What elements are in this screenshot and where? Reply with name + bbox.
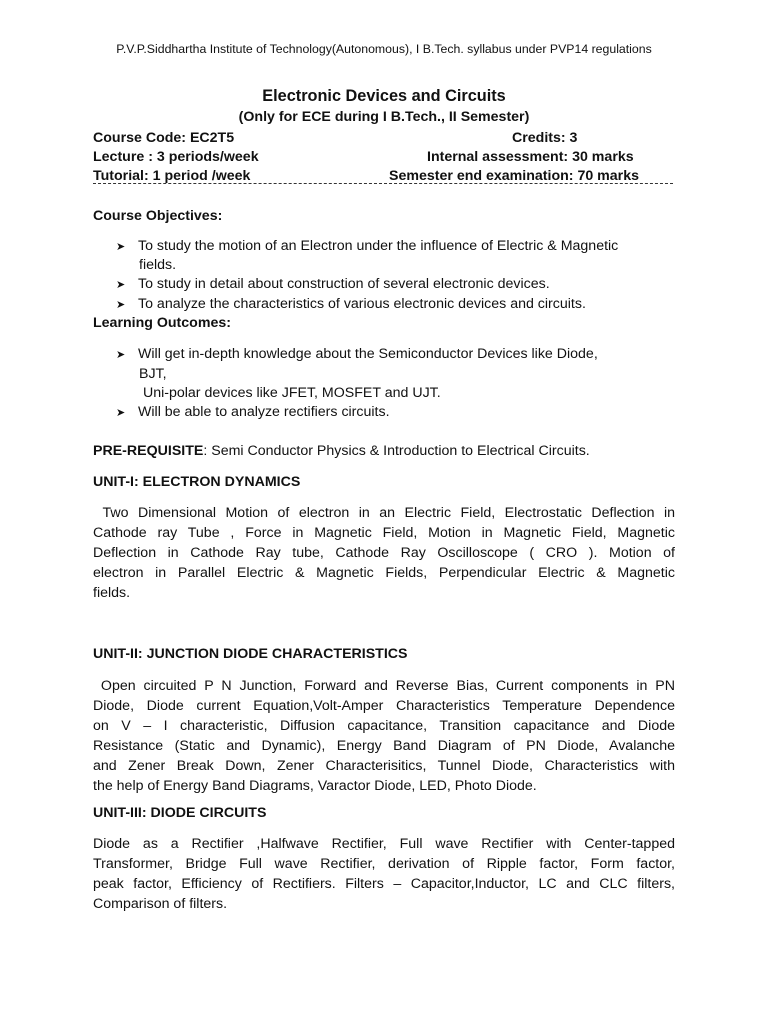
objective-item: ➤ To analyze the characteristics of various electronic devices and circuits.: [116, 296, 586, 312]
arrow-bullet-icon: ➤: [116, 349, 126, 361]
arrow-bullet-icon: ➤: [116, 407, 126, 419]
prerequisite-text: : Semi Conductor Physics & Introduction to Electrical Circuits.: [203, 443, 590, 459]
arrow-bullet-icon: ➤: [116, 299, 126, 311]
page-header: P.V.P.Siddhartha Institute of Technology(Autonomous), I B.Tech. syllabus under PVP14 regulations: [116, 42, 652, 56]
unit-2-line: Diode, Diode current Equation,Volt-Amper Characteristics Temperature Dependence: [93, 698, 675, 714]
unit-2-body: [93, 676, 675, 796]
outcome-item: ➤ Will get in-depth knowledge about the Semiconductor Devices like Diode,: [116, 346, 598, 362]
arrow-bullet-icon: ➤: [116, 241, 126, 253]
unit-2-line: on V – I characteristic, Diffusion capacitance, Transition capacitance and Diode: [93, 718, 675, 734]
credits: Credits: 3: [512, 130, 578, 146]
unit-1-line: Cathode ray Tube , Force in Magnetic Field, Motion in Magnetic Field, Magnetic: [93, 525, 675, 541]
course-subtitle: (Only for ECE during I B.Tech., II Semester): [238, 109, 530, 125]
objective-item: ➤ To study in detail about construction of several electronic devices.: [116, 276, 550, 292]
unit-1-line: fields.: [93, 585, 131, 601]
unit-2-line: the help of Energy Band Diagrams, Varactor Diode, LED, Photo Diode.: [93, 778, 537, 794]
unit-3-heading: UNIT-III: DIODE CIRCUITS: [93, 805, 267, 821]
lecture-periods: Lecture : 3 periods/week: [93, 149, 259, 165]
unit-1-body: [93, 503, 675, 603]
prerequisite-label: PRE-REQUISITE: [93, 443, 204, 459]
unit-2-line: Resistance (Static and Dynamic), Energy Band Diagram of PN Diode, Avalanche: [93, 738, 675, 754]
semester-end-exam: Semester end examination: 70 marks: [389, 168, 639, 184]
unit-2-line: Open circuited P N Junction, Forward and Reverse Bias, Current components in PN: [93, 678, 675, 694]
unit-3-line: Transformer, Bridge Full wave Rectifier, derivation of Ripple factor, Form factor,: [93, 856, 675, 872]
unit-2-line: and Zener Break Down, Zener Characterisitics, Tunnel Diode, Characteristics with: [93, 758, 675, 774]
divider-line: [93, 183, 673, 188]
internal-assessment: Internal assessment: 30 marks: [427, 149, 634, 165]
prerequisite: [93, 443, 590, 459]
unit-3-line: Comparison of filters.: [93, 896, 228, 912]
arrow-bullet-icon: ➤: [116, 279, 126, 291]
unit-3-body: [93, 834, 675, 914]
outcome-item-continued: Uni-polar devices like JFET, MOSFET and UJT.: [139, 385, 441, 401]
unit-1-line: electron in Parallel Electric & Magnetic Fields, Perpendicular Electric & Magnetic: [93, 565, 675, 581]
objective-item-continued: fields.: [139, 257, 177, 273]
objective-item: ➤ To study the motion of an Electron under the influence of Electric & Magnetic: [116, 238, 619, 254]
tutorial-periods: Tutorial: 1 period /week: [93, 168, 251, 184]
outcome-item: ➤ Will be able to analyze rectifiers circuits.: [116, 404, 390, 420]
unit-1-line: Deflection in Cathode Ray tube, Cathode Ray Oscilloscope ( CRO ). Motion of: [93, 545, 675, 561]
objectives-heading: Course Objectives:: [93, 208, 223, 224]
unit-1-heading: UNIT-I: ELECTRON DYNAMICS: [93, 474, 301, 490]
course-title: Electronic Devices and Circuits: [262, 87, 506, 105]
outcome-item-continued: BJT,: [139, 366, 167, 382]
course-code: Course Code: EC2T5: [93, 130, 235, 146]
unit-3-line: peak factor, Efficiency of Rectifiers. Filters – Capacitor,Inductor, LC and CLC filters,: [93, 876, 675, 892]
unit-3-line: Diode as a Rectifier ,Halfwave Rectifier, Full wave Rectifier with Center-tapped: [93, 836, 675, 852]
outcomes-heading: Learning Outcomes:: [93, 315, 231, 331]
unit-1-line: Two Dimensional Motion of electron in an Electric Field, Electrostatic Deflection in: [93, 505, 675, 521]
unit-2-heading: UNIT-II: JUNCTION DIODE CHARACTERISTICS: [93, 646, 408, 662]
